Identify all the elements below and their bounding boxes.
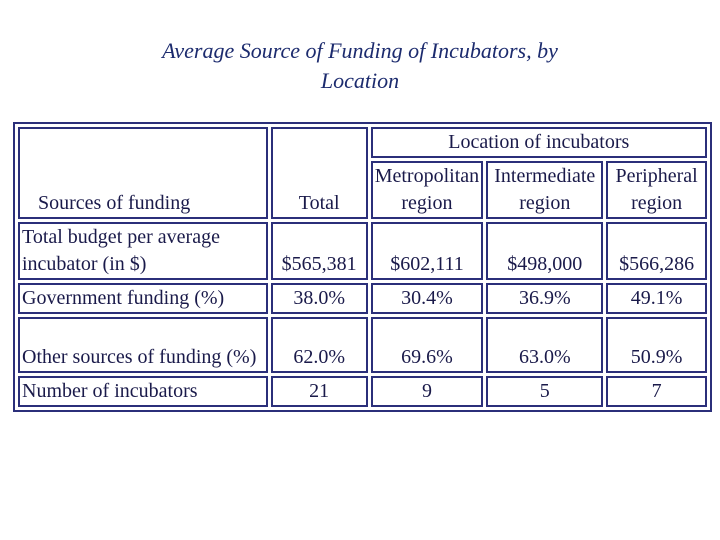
header-peripheral: [606, 161, 707, 219]
header-peripheral-line1: Peripheral: [615, 165, 698, 187]
funding-table: [13, 122, 712, 412]
header-intermediate-line1: Intermediate: [494, 165, 596, 187]
cell-total: $565,381: [271, 222, 368, 280]
row-label-line2: incubator (in $): [22, 253, 147, 275]
cell-metro: 30.4%: [371, 283, 484, 314]
row-label-line1: Total budget per average: [22, 226, 220, 248]
row-label: Number of incubators: [18, 376, 268, 407]
cell-total: 21: [271, 376, 368, 407]
cell-peripheral: 7: [606, 376, 707, 407]
table-row: [18, 283, 707, 314]
row-label: [18, 222, 268, 280]
row-label: Other sources of funding (%): [18, 317, 268, 373]
cell-peripheral: 50.9%: [606, 317, 707, 373]
cell-metro: $602,111: [371, 222, 484, 280]
header-metro-line2: region: [401, 192, 453, 214]
cell-intermediate: 63.0%: [486, 317, 603, 373]
cell-total: 38.0%: [271, 283, 368, 314]
cell-total: 62.0%: [271, 317, 368, 373]
header-row-1: [18, 127, 707, 158]
cell-intermediate: 5: [486, 376, 603, 407]
cell-intermediate: $498,000: [486, 222, 603, 280]
header-intermediate: [486, 161, 603, 219]
cell-metro: 69.6%: [371, 317, 484, 373]
header-sources: Sources of funding: [18, 127, 268, 219]
table-row: [18, 317, 707, 373]
header-intermediate-line2: region: [519, 192, 571, 214]
row-label: Government funding (%): [18, 283, 268, 314]
header-total: Total: [271, 127, 368, 219]
title-line-1: Average Source of Funding of Incubators, by: [162, 38, 558, 63]
table-row: [18, 222, 707, 280]
cell-intermediate: 36.9%: [486, 283, 603, 314]
cell-peripheral: 49.1%: [606, 283, 707, 314]
table-row: [18, 376, 707, 407]
title-line-2: Location: [320, 68, 400, 93]
header-metro: [371, 161, 484, 219]
header-peripheral-line2: region: [631, 192, 683, 214]
cell-peripheral: $566,286: [606, 222, 707, 280]
header-metro-line1: Metropolitan: [374, 165, 480, 187]
page-title: [40, 36, 680, 96]
header-location-group: Location of incubators: [371, 127, 707, 158]
cell-metro: 9: [371, 376, 484, 407]
